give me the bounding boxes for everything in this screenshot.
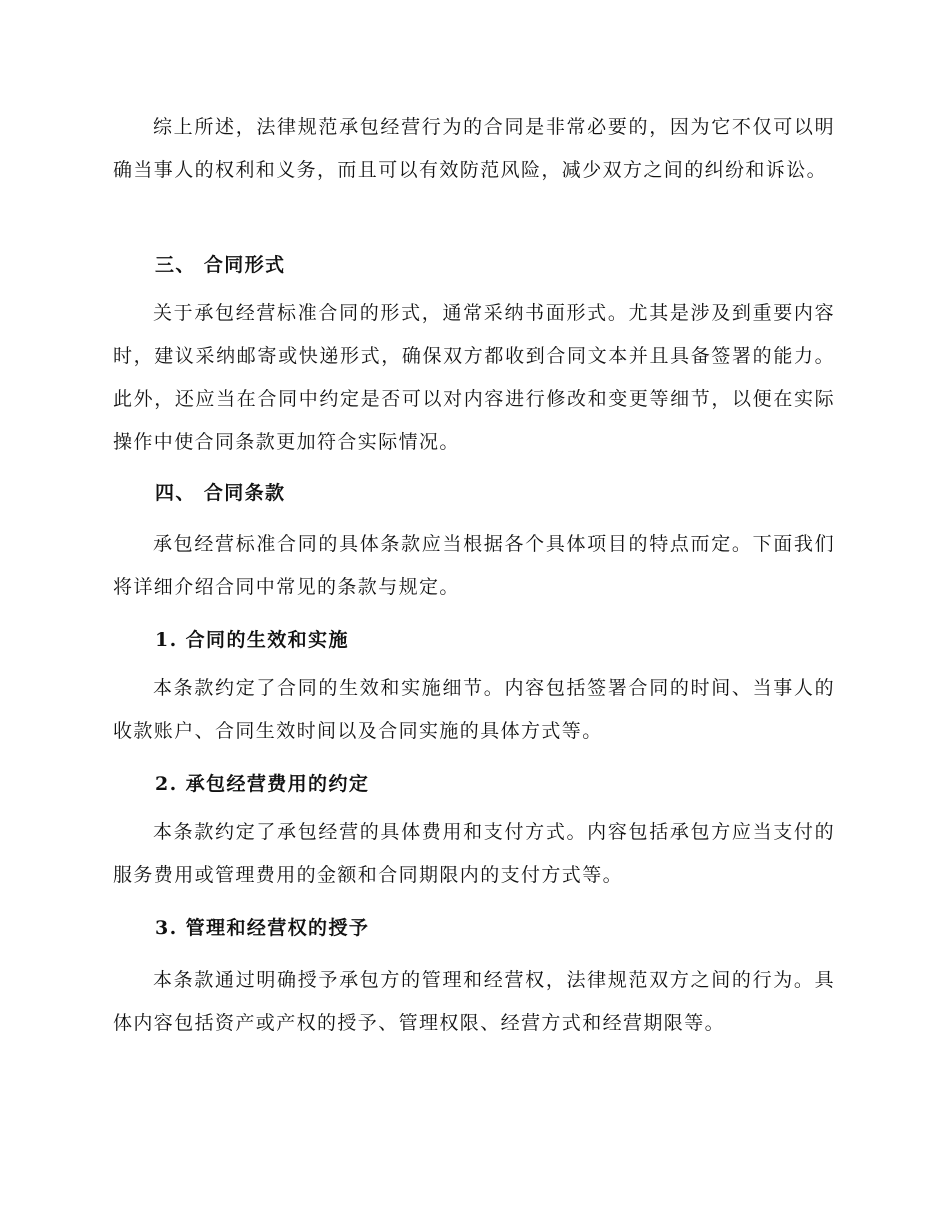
clause-3-paragraph: 本条款通过明确授予承包方的管理和经营权，法律规范双方之间的行为。具体内容包括资产或产权的授予、管理权限、经营方式和经营期限等。 bbox=[113, 969, 835, 1034]
section-four-paragraph: 承包经营标准合同的具体条款应当根据各个具体项目的特点而定。下面我们将详细介绍合同中常见的条款与规定。 bbox=[113, 533, 835, 598]
section-four-heading: 四、 合同条款 bbox=[155, 482, 286, 504]
clause-2-heading: 2. 承包经营费用的约定 bbox=[155, 773, 370, 795]
section-three-heading: 三、 合同形式 bbox=[155, 254, 286, 276]
clause-1-paragraph: 本条款约定了合同的生效和实施细节。内容包括签署合同的时间、当事人的收款账户、合同生效时间以及合同实施的具体方式等。 bbox=[113, 677, 835, 742]
summary-paragraph: 综上所述，法律规范承包经营行为的合同是非常必要的，因为它不仅可以明确当事人的权利和义务，而且可以有效防范风险，减少双方之间的纠纷和诉讼。 bbox=[113, 116, 835, 181]
section-three-paragraph: 关于承包经营标准合同的形式，通常采纳书面形式。尤其是涉及到重要内容时，建议采纳邮寄或快递形式，确保双方都收到合同文本并且具备签署的能力。此外，还应当在合同中约定是否可以对内容进行修改和变更等细节，以便在实际操作中使合同条款更加符合实际情况。 bbox=[113, 302, 835, 453]
clause-3-heading: 3. 管理和经营权的授予 bbox=[155, 917, 370, 939]
clause-2-paragraph: 本条款约定了承包经营的具体费用和支付方式。内容包括承包方应当支付的服务费用或管理费用的金额和合同期限内的支付方式等。 bbox=[113, 821, 835, 886]
clause-1-heading: 1. 合同的生效和实施 bbox=[155, 629, 349, 651]
